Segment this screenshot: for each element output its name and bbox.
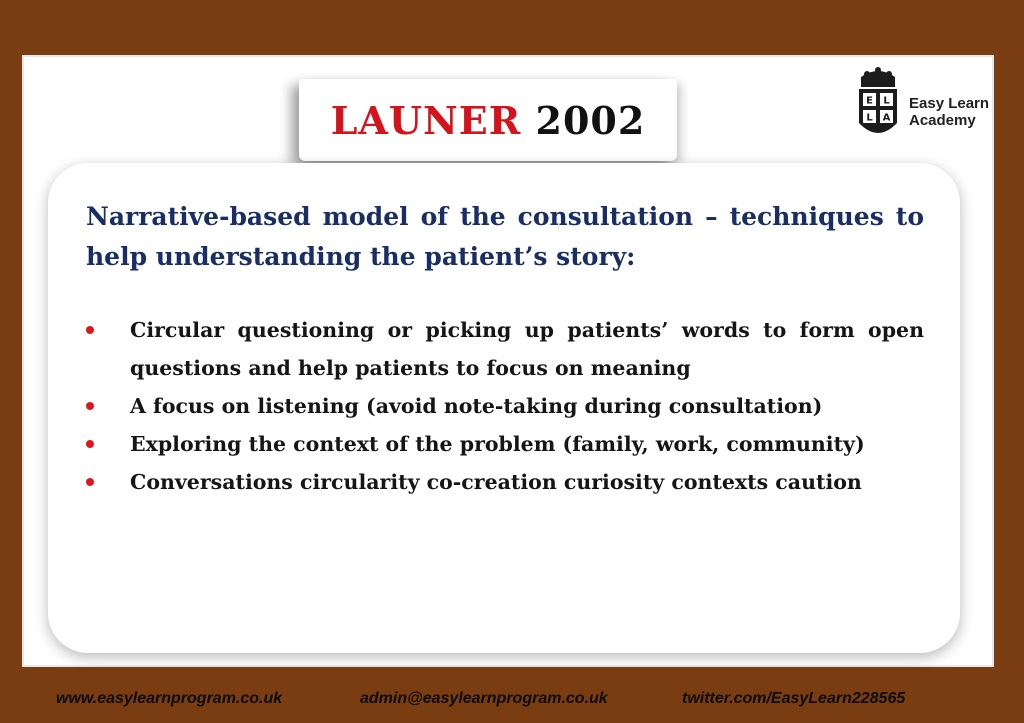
bullet-item [86, 311, 924, 387]
content-heading: Narrative-based model of the consultation – techniques to help understanding the patient’s story: [86, 202, 924, 271]
crest-letter: A [882, 112, 891, 124]
bullet-text: Circular questioning or picking up patients’ words to form open questions and help patients to focus on meaning [130, 318, 924, 380]
bullet-text: A focus on listening (avoid note-taking during consultation) [130, 394, 823, 418]
bullet-dot-icon [86, 402, 94, 410]
footer-website[interactable]: www.easylearnprogram.co.uk [56, 690, 283, 707]
logo-text [909, 95, 989, 129]
slide [22, 55, 994, 667]
crest-letter: E [866, 95, 873, 107]
easy-learn-academy-logo [847, 65, 992, 147]
crest-letter: L [883, 95, 890, 107]
bullet-list [86, 311, 924, 501]
bullet-item [86, 425, 924, 463]
bullet-dot-icon [86, 478, 94, 486]
logo-line-1: Easy Learn [909, 95, 990, 112]
bullet-dot-icon [86, 326, 94, 334]
bullet-text: Exploring the context of the problem (family, work, community) [130, 432, 865, 456]
title-year: 2002 [535, 97, 646, 143]
crest-icon [855, 65, 901, 147]
footer-email[interactable]: admin@easylearnprogram.co.uk [360, 690, 608, 707]
title-name: LAUNER [330, 97, 522, 143]
slide-title [331, 98, 646, 143]
bullet-item [86, 387, 924, 425]
bullet-text: Conversations circularity co-creation curiosity contexts caution [130, 470, 862, 494]
footer-twitter[interactable]: twitter.com/EasyLearn228565 [682, 690, 906, 707]
logo-line-2: Academy [909, 112, 976, 129]
title-box [299, 79, 677, 161]
bullet-dot-icon [86, 440, 94, 448]
crest-letter: L [866, 112, 873, 124]
content-card [48, 163, 960, 653]
footer [0, 690, 1024, 714]
bullet-item [86, 463, 924, 501]
